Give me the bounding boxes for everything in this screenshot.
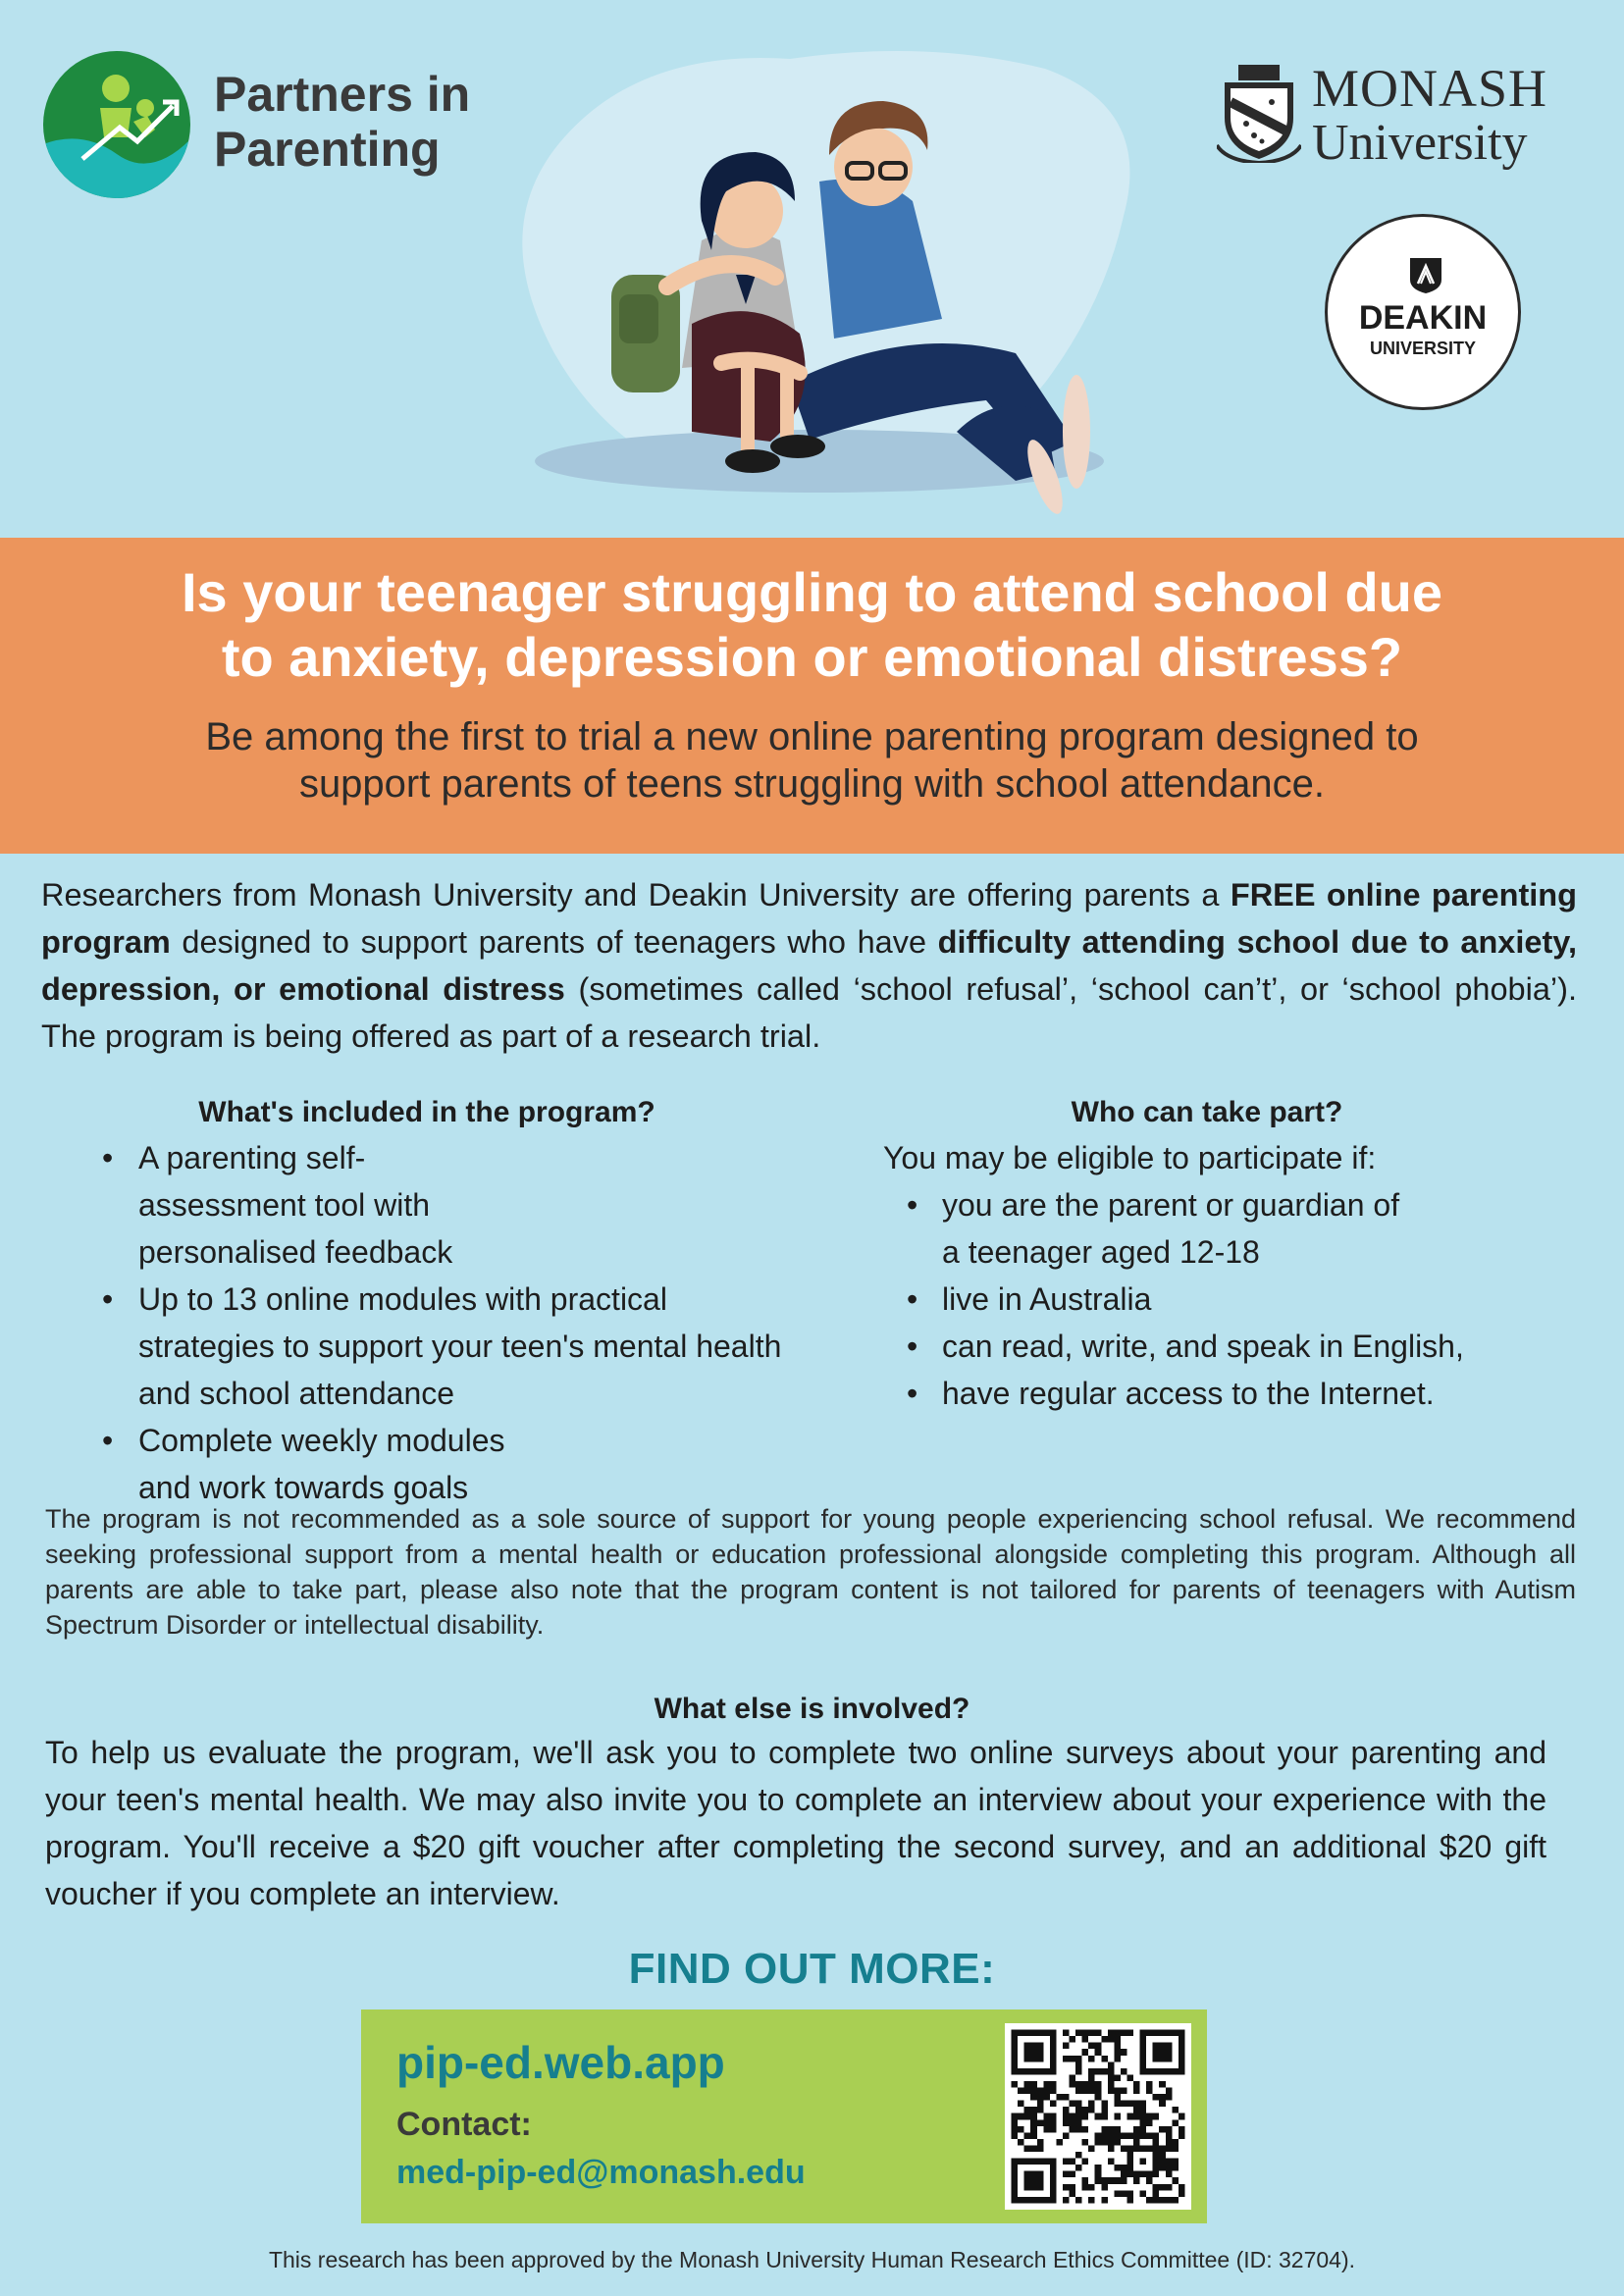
- monash-line2: University: [1312, 115, 1528, 171]
- qr-code-icon[interactable]: [1005, 2023, 1191, 2210]
- page-headline: [39, 560, 1585, 690]
- deakin-logo-icon: [1408, 256, 1443, 293]
- contact-email-link[interactable]: med-pip-ed@monash.edu: [396, 2154, 806, 2191]
- list-item: • can read, write, and speak in English,: [864, 1323, 1550, 1370]
- eligibility-heading: Who can take part?: [1071, 1096, 1343, 1128]
- included-section: [39, 1091, 814, 1511]
- website-link[interactable]: pip-ed.web.app: [396, 2037, 725, 2088]
- headline-line2: to anxiety, depression or emotional distress?: [221, 626, 1403, 688]
- intro-bold-2: difficulty attending school due to anxiety, depression, or emotional distress: [41, 924, 1577, 1007]
- find-out-more-heading: FIND OUT MORE:: [628, 1945, 996, 1993]
- involved-paragraph: To help us evaluate the program, we'll ask you to complete two online surveys about your parenting and your teen's mental health. We may also invite you to complete an interview about your experience with the program. You'll receive a $20 gift voucher after completing the second survey, and an additional $20 gift voucher if you complete an interview.: [45, 1735, 1546, 1911]
- subheadline-line2: support parents of teens struggling with school attendance.: [298, 762, 1326, 806]
- list-item: • you are the parent or guardian of a teenager aged 12-18: [864, 1181, 1550, 1276]
- monash-crest-icon: [1217, 63, 1301, 163]
- monash-wordmark: [1312, 61, 1547, 171]
- disclaimer-paragraph: The program is not recommended as a sole source of support for young people experiencing school refusal. We recommend seeking professional support from a mental health or education professional alongside completing this program. Although all parents are able to take part, please also note that the program content is not tailored for parents of teenagers with Autism Spectrum Disorder or intellectual disability.: [45, 1504, 1576, 1640]
- list-item: • live in Australia: [864, 1276, 1550, 1323]
- included-heading: What's included in the program?: [198, 1096, 655, 1128]
- intro-text-2: designed to support parents of teenagers who have: [170, 924, 938, 960]
- eligibility-section: [864, 1091, 1550, 1417]
- headline-line1: Is your teenager struggling to attend school due: [181, 561, 1443, 623]
- intro-text-3: (sometimes called ‘school refusal’, ‘school can’t’, or ‘school phobia’). The program is being offered as part of a research trial.: [41, 971, 1577, 1054]
- deakin-line1: DEAKIN: [1358, 299, 1488, 337]
- contact-label: Contact:: [396, 2106, 532, 2143]
- included-list: [39, 1134, 814, 1511]
- list-item: • Complete weekly modules and work towards goals: [39, 1417, 814, 1511]
- monash-line1: MONASH: [1312, 59, 1548, 118]
- list-item: • A parenting self-assessment tool with personalised feedback: [39, 1134, 814, 1276]
- involved-heading: What else is involved?: [654, 1693, 970, 1725]
- subheadline-line1: Be among the first to trial a new online parenting program designed to: [205, 715, 1419, 758]
- list-item: • have regular access to the Internet.: [864, 1370, 1550, 1417]
- pip-brand-name: [214, 67, 470, 177]
- ethics-footer: This research has been approved by the Monash University Human Research Ethics Committee (ID: 32704).: [268, 2247, 1356, 2272]
- deakin-logo: [1325, 214, 1521, 410]
- eligibility-list: [864, 1181, 1550, 1417]
- pip-brand-line2: Parenting: [214, 122, 441, 177]
- deakin-line2: UNIVERSITY: [1369, 339, 1477, 358]
- intro-paragraph: [41, 871, 1577, 1060]
- eligibility-lead: You may be eligible to participate if:: [883, 1140, 1377, 1175]
- pip-logo-icon: [43, 51, 190, 198]
- intro-bold-1: FREE online parenting program: [41, 877, 1577, 960]
- list-item: • Up to 13 online modules with practical strategies to support your teen's mental health and school attendance: [39, 1276, 814, 1417]
- intro-text-1: Researchers from Monash University and Deakin University are offering parents a: [41, 877, 1231, 913]
- hero-illustration: [496, 29, 1153, 540]
- page-subheadline: [39, 713, 1585, 808]
- pip-brand-line1: Partners in: [214, 67, 471, 122]
